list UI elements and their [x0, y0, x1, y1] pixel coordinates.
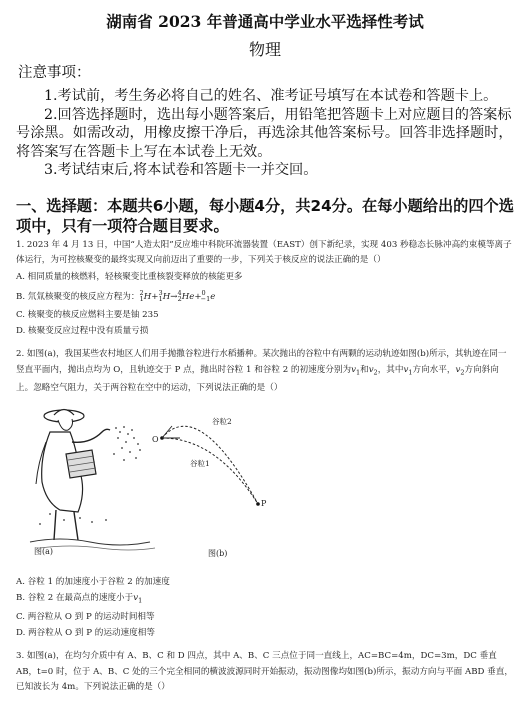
eq-part-4: e	[210, 291, 216, 302]
question-1-option-c: C. 核聚变的核反应燃料主要是铀 235	[16, 310, 159, 321]
option-b-prefix: B. 氘氚核聚变的核反应方程为：	[16, 291, 140, 302]
question-2-stem	[16, 347, 514, 396]
eq-sub-2: 1	[158, 295, 163, 304]
question-2-option-b	[16, 590, 514, 609]
q2-v1-sub: 1	[355, 368, 361, 377]
question-2-option-a: A. 谷粒 1 的加速度小于谷粒 2 的加速度	[16, 577, 170, 588]
q2-stem-part-3: 方向水平，	[412, 364, 456, 375]
eq-sup-3: 4	[177, 288, 182, 297]
eq-part-2: H	[162, 291, 171, 302]
q2-v1: v	[351, 364, 356, 375]
point-p	[256, 502, 260, 506]
caption-figure-a: 图(a)	[34, 547, 54, 557]
eq-sub-3: 2	[177, 295, 182, 304]
notice-item-1: 1.考试前，考生务必将自己的姓名、准考证号填写在本试卷和答题卡上。	[44, 88, 498, 104]
notice-heading: 注意事项：	[18, 65, 91, 81]
question-1-option-d: D. 核聚变反应过程中没有质量亏损	[16, 326, 149, 337]
exam-title: 湖南省 2023 年普通高中学业水平选择性考试	[106, 12, 424, 31]
q2-v1-again-sub: 1	[408, 368, 413, 377]
question-1-option-b	[16, 285, 514, 308]
eq-part-1: H+	[143, 291, 159, 302]
q2-v2-sub: 2	[373, 368, 378, 377]
label-grain-1: 谷粒1	[190, 459, 210, 469]
q2-stem-part-4: 方向斜向上。忽略空气阻力，关于两谷粒在空中的运动，下列说法正确的是（）	[16, 364, 499, 393]
question-3-stem: 3. 如图(a)，在均匀介质中有 A、B、C 和 D 四点，其中 A、B、C 三点位于同一直线上，AC=BC=4m，DC=3m，DC 垂直 AB，t=0 时，位于 A、B、C 处的三个完全相同的横波波源同时开始振动，振动图像均如图(b)所示，振动方向与平面 ABD 垂直，已知波长为 4m。下列说法正确的是（）	[16, 651, 513, 693]
q2-stem-part-1: 2. 如图(a)，我国某些农村地区人们用手抛撒谷粒进行水稻播种。某次抛出的谷粒中有两颗的运动轨迹如图(b)所示，其轨迹在同一竖直平面内，抛出点均为 O，且轨迹交于 P 点，抛出时谷粒 1 和谷粒 2 的初速度分别为	[16, 349, 507, 375]
eq-part-3: He+	[181, 291, 202, 302]
section-heading: 一、选择题：本题共6小题，每小题4分，共24分。在每小题给出的四个选项中，只有一项符合题目要求。	[16, 196, 514, 235]
caption-figure-b: 图(b)	[208, 549, 228, 559]
question-1-option-a: A. 相同质量的核燃料，轻核聚变比重核裂变释放的核能更多	[16, 271, 243, 282]
q2-and: 和	[360, 364, 369, 375]
question-1-stem: 1. 2023 年 4 月 13 日，中国“人造太阳”反应堆中科院环流器装置（EAST）创下新纪录，实现 403 秒稳态长脉冲高约束模等离子体运行，为可控核聚变的最终实现又向前迈出了重要的一步，下列关于核反应的说法正确的是（）	[16, 239, 512, 265]
eq-sub-4: −1	[200, 295, 211, 304]
eq-sub-1: 1	[139, 295, 144, 304]
q2-v1-again: v	[403, 364, 409, 375]
q2-option-b-v1-sub: 1	[138, 597, 143, 606]
label-o: O	[152, 435, 159, 445]
eq-sup-2: 3	[158, 288, 163, 297]
question-2-option-d: D. 两谷粒从 O 到 P 的运动速度相等	[16, 628, 155, 639]
question-2-figures	[16, 398, 514, 570]
notice-item-3: 3.考试结束后,将本试卷和答题卡一并交回。	[44, 162, 318, 178]
eq-sup-4: 0	[201, 288, 206, 297]
eq-arrow: →	[170, 291, 178, 302]
q2-v2-again: v	[455, 364, 461, 375]
eq-sup-1: 2	[139, 288, 144, 297]
q2-stem-part-2: ，其中	[377, 364, 404, 375]
figure-a-farmer-illustration	[20, 402, 170, 560]
subject-title: 物理	[248, 40, 281, 59]
figure-b-trajectories	[150, 402, 280, 560]
notice-item-2: 2.回答选择题时，选出每小题答案后，用铅笔把答题卡上对应题目的答案标号涂黑。如需改动，用橡皮擦干净后，再选涂其他答案标号。回答非选择题时，将答案写在答题卡上写在本试卷上无效。	[16, 106, 513, 160]
q2-v2-again-sub: 2	[460, 368, 465, 377]
q2-option-b-text: B. 谷粒 2 在最高点的速度小于	[16, 593, 134, 604]
trajectory-grain-1	[162, 438, 258, 504]
label-p: P	[261, 499, 267, 509]
q2-v2: v	[368, 364, 374, 375]
label-grain-2: 谷粒2	[212, 417, 232, 427]
q2-option-b-v1: v	[133, 593, 139, 604]
question-2-option-c: C. 两谷粒从 O 到 P 的运动时间相等	[16, 612, 155, 623]
